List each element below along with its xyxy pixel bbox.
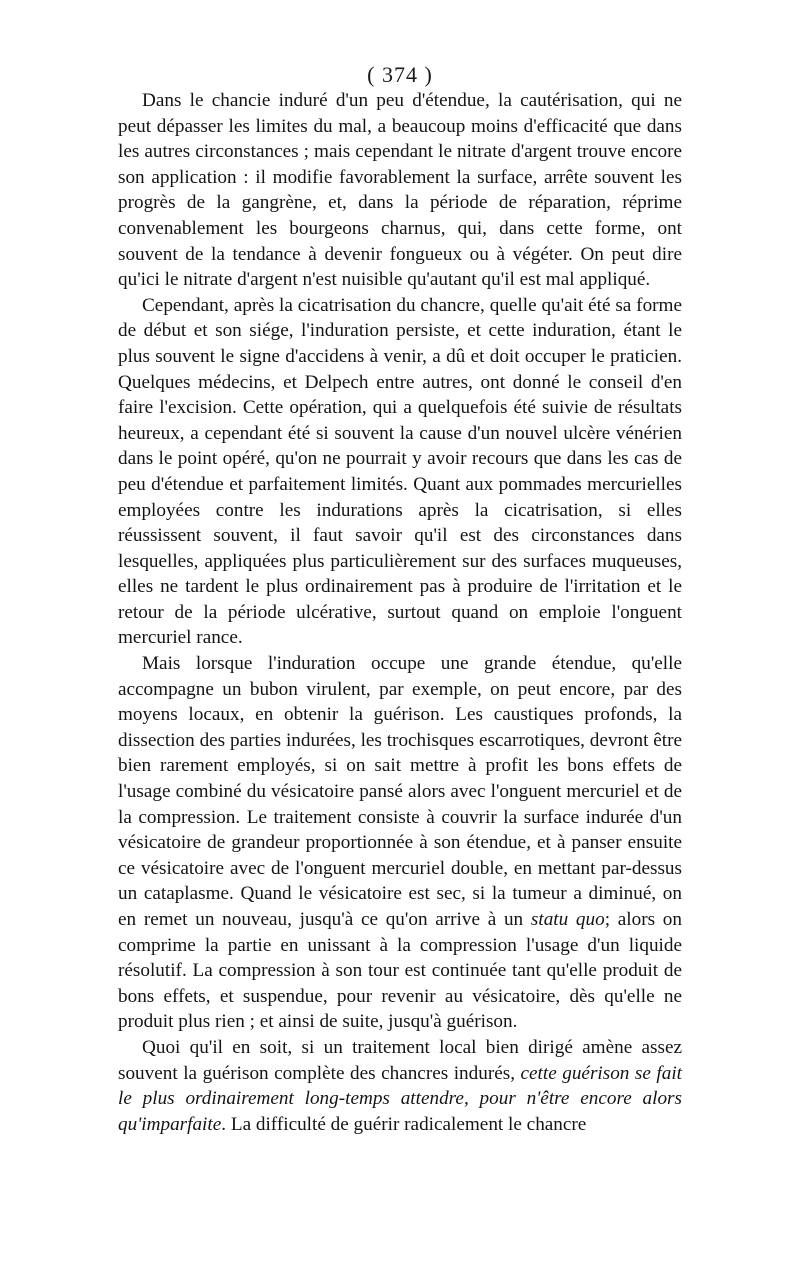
paragraph-3 bbox=[118, 651, 682, 1035]
paragraph-4 bbox=[118, 1035, 682, 1137]
paragraph-2: Cependant, après la cicatrisation du chancre, quelle qu'ait été sa forme de début et son siége, l'induration persiste, et cette induration, étant le plus souvent le signe d'accidens à venir, a dû et doit occuper le praticien. Quelques médecins, et Delpech entre autres, ont donné le conseil d'en faire l'excision. Cette opération, qui a quelquefois été suivie de résultats heureux, a cependant été si souvent la cause d'un nouvel ulcère vénérien dans le point opéré, qu'on ne pourrait y avoir recours que dans les cas de peu d'étendue et parfaitement limités. Quant aux pommades mercurielles employées contre les indurations après la cicatrisation, si elles réussissent souvent, il faut savoir qu'il est des circonstances dans lesquelles, appliquées plus particulièrement sur des surfaces muqueuses, elles ne tardent le plus ordinairement pas à produire de l'irritation et le retour de la période ulcérative, surtout quand on emploie l'onguent mercuriel rance. bbox=[118, 294, 682, 649]
paragraph-3-text-end: ; alors on comprime la partie en unissant à la compression l'usage d'un liquide résolutif. La compression à son tour est continuée tant qu'elle produit de bons effets, et suspendue, pour revenir au vésicatoire, dès qu'elle ne produit plus rien ; et ainsi de suite, jusqu'à guérison. bbox=[118, 909, 682, 1033]
body-text bbox=[118, 88, 682, 1137]
paragraph-4-text-start: Quoi qu'il en soit, si un traitement local bien dirigé amène assez souvent la guérison complète des chancres indurés, bbox=[118, 1036, 682, 1084]
paragraph-3-italic-phrase: statu quo bbox=[530, 909, 605, 930]
paragraph-4-italic-phrase: cette guérison se fait le plus ordinairement long-temps attendre, pour n'être encore alors qu'imparfaite bbox=[118, 1062, 682, 1135]
paragraph-3-text-start: Mais lorsque l'induration occupe une grande étendue, qu'elle accompagne un bubon virulent, par exemple, on peut encore, par des moyens locaux, en obtenir la guérison. Les caustiques profonds, la dissection des parties indurées, les trochisques escarrotiques, devront être bien rarement employés, si on sait mettre à profit les bons effets de l'usage combiné du vésicatoire pansé alors avec l'onguent mercuriel et de la compression. Le traitement consiste à couvrir la surface indurée d'un vésicatoire de grandeur proportionnée à son étendue, et à panser ensuite ce vésicatoire avec de l'onguent mercuriel double, en mettant par-dessus un cataplasme. Quand le vésicatoire est sec, si la tumeur a diminué, on en remet un nouveau, jusqu'à ce qu'on arrive à un bbox=[118, 653, 682, 930]
page-number: ( 374 ) bbox=[367, 62, 433, 87]
paragraph-4-text-end: . La difficulté de guérir radicalement le chancre bbox=[221, 1113, 587, 1135]
paragraph-1: Dans le chancie induré d'un peu d'étendue, la cautérisation, qui ne peut dépasser les limites du mal, a beaucoup moins d'efficacité que dans les autres circonstances ; mais cependant le nitrate d'argent trouve encore son application : il modifie favorablement la surface, arrête souvent les progrès de la gangrène, et, dans la période de réparation, réprime convenablement les bourgeons charnus, qui, dans cette forme, ont souvent de la tendance à devenir fongueux ou à végéter. On peut dire qu'ici le nitrate d'argent n'est nuisible qu'autant qu'il est mal appliqué. bbox=[118, 90, 682, 291]
